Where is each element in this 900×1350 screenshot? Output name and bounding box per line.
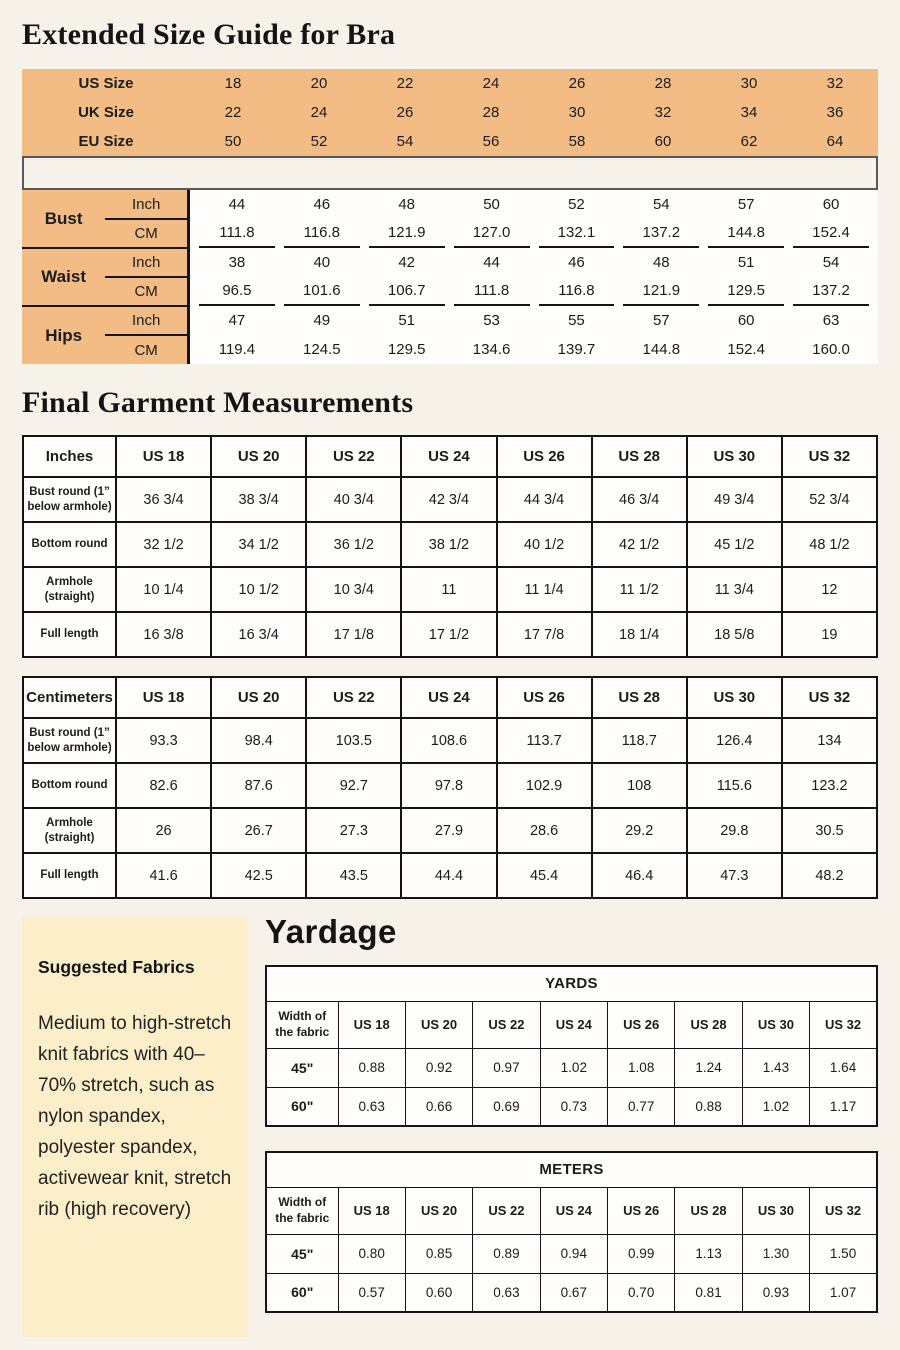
yardage-value-cell: 0.94 <box>540 1234 607 1273</box>
measure-value-inch: 57 <box>737 196 755 213</box>
garment-value-cell: 102.9 <box>497 763 592 808</box>
meters-table <box>265 1151 878 1313</box>
garment-value-cell: 44.4 <box>401 853 496 898</box>
garment-value-cell: 11 3/4 <box>687 567 782 612</box>
size-chart-value: 52 <box>310 133 328 150</box>
measure-value-inch: 50 <box>483 196 500 213</box>
measure-value-inch: 38 <box>228 254 246 271</box>
size-chart-value: 60 <box>654 133 672 150</box>
garment-row-label: Bust round (1” below armhole) <box>23 718 116 763</box>
garment-value-cell: 18 1/4 <box>592 612 687 657</box>
yardage-size-header: US 28 <box>675 1187 742 1234</box>
measure-value-inch: 60 <box>822 196 840 213</box>
measure-value-inch: 53 <box>483 312 500 329</box>
garment-measurements-inches-table <box>22 435 878 658</box>
yardage-value-cell: 1.43 <box>742 1048 809 1087</box>
measure-value-row <box>199 306 869 335</box>
measure-value-inch: 44 <box>228 196 246 213</box>
garment-value-cell: 45 1/2 <box>687 522 782 567</box>
garment-table-row <box>23 567 877 612</box>
size-chart-value: 32 <box>826 75 844 92</box>
garment-value-cell: 41.6 <box>116 853 211 898</box>
garment-value-cell: 48.2 <box>782 853 877 898</box>
measure-value-row <box>199 277 869 306</box>
measure-value-inch: 46 <box>313 196 331 213</box>
size-chart-value: 62 <box>740 133 758 150</box>
garment-size-header: US 18 <box>116 436 211 477</box>
measure-value-cm: 116.8 <box>284 219 360 248</box>
measure-value-cm: 111.8 <box>454 277 530 306</box>
size-chart-row <box>22 127 878 156</box>
yardage-value-cell: 1.02 <box>742 1087 809 1126</box>
size-chart-value: 24 <box>310 104 328 121</box>
yardage-value-cell: 0.92 <box>405 1048 472 1087</box>
garment-value-cell: 93.3 <box>116 718 211 763</box>
garment-value-cell: 92.7 <box>306 763 401 808</box>
garment-value-cell: 103.5 <box>306 718 401 763</box>
garment-value-cell: 49 3/4 <box>687 477 782 522</box>
yardage-size-header: US 28 <box>675 1001 742 1048</box>
garment-value-cell: 126.4 <box>687 718 782 763</box>
yardage-row-label: 45" <box>266 1234 338 1273</box>
body-measurements-labels <box>22 190 190 364</box>
yardage-table-title: METERS <box>266 1152 877 1187</box>
yardage-table-row <box>266 1087 877 1126</box>
garment-value-cell: 17 7/8 <box>497 612 592 657</box>
garment-value-cell: 82.6 <box>116 763 211 808</box>
yardage-value-cell: 0.97 <box>473 1048 540 1087</box>
garment-value-cell: 113.7 <box>497 718 592 763</box>
measure-value-cm: 137.2 <box>793 277 869 306</box>
measure-value-cm: 129.5 <box>708 277 784 306</box>
garment-value-cell: 27.9 <box>401 808 496 853</box>
garment-value-cell: 12 <box>782 567 877 612</box>
measure-value-inch: 51 <box>737 254 755 271</box>
size-chart-value: 22 <box>396 75 414 92</box>
measure-value-inch: 49 <box>313 312 331 329</box>
garment-value-cell: 36 1/2 <box>306 522 401 567</box>
measure-unit-cm: CM <box>105 277 188 306</box>
yardage-value-cell: 1.13 <box>675 1234 742 1273</box>
garment-value-cell: 16 3/8 <box>116 612 211 657</box>
garment-value-cell: 38 1/2 <box>401 522 496 567</box>
yardage-size-header: US 24 <box>540 1187 607 1234</box>
yardage-table-row <box>266 1234 877 1273</box>
measure-value-inch: 48 <box>398 196 416 213</box>
yardage-value-cell: 1.02 <box>540 1048 607 1087</box>
garment-row-label: Full length <box>23 612 116 657</box>
measure-unit-cm: CM <box>134 341 158 359</box>
garment-value-cell: 10 3/4 <box>306 567 401 612</box>
garment-value-cell: 18 5/8 <box>687 612 782 657</box>
garment-value-cell: 32 1/2 <box>116 522 211 567</box>
garment-value-cell: 52 3/4 <box>782 477 877 522</box>
body-measurements-section <box>22 190 878 364</box>
yardage-value-cell: 0.70 <box>608 1273 675 1312</box>
yardage-size-header: US 20 <box>405 1001 472 1048</box>
garment-value-cell: 42 3/4 <box>401 477 496 522</box>
garment-value-cell: 16 3/4 <box>211 612 306 657</box>
size-chart-value: 56 <box>482 133 500 150</box>
size-chart-value: 24 <box>482 75 500 92</box>
garment-value-cell: 40 1/2 <box>497 522 592 567</box>
page-title: Extended Size Guide for Bra <box>22 18 396 51</box>
garment-value-cell: 30.5 <box>782 808 877 853</box>
measure-group-label: Hips <box>45 325 83 345</box>
yardage-value-cell: 0.73 <box>540 1087 607 1126</box>
yardage-value-cell: 0.81 <box>675 1273 742 1312</box>
garment-value-cell: 45.4 <box>497 853 592 898</box>
measure-value-cm: 111.8 <box>199 219 275 248</box>
garment-size-header: US 32 <box>782 677 877 718</box>
measure-value-cm: 139.7 <box>557 341 596 358</box>
yardage-size-header: US 26 <box>608 1187 675 1234</box>
measure-unit-cm: CM <box>105 219 188 248</box>
garment-size-header: US 20 <box>211 436 306 477</box>
yardage-size-header: US 22 <box>473 1187 540 1234</box>
measure-group-label: Bust <box>22 190 105 248</box>
garment-value-cell: 108.6 <box>401 718 496 763</box>
yardage-value-cell: 0.60 <box>405 1273 472 1312</box>
garment-size-header: US 26 <box>497 677 592 718</box>
yardage-value-cell: 0.77 <box>608 1087 675 1126</box>
yardage-value-cell: 1.07 <box>810 1273 877 1312</box>
yardage-value-cell: 0.93 <box>742 1273 809 1312</box>
size-chart-row <box>22 69 878 98</box>
measure-value-cm: 152.4 <box>727 341 765 358</box>
measure-value-cm: 144.8 <box>642 341 681 358</box>
yardage-table-row <box>266 1273 877 1312</box>
measure-value-inch: 55 <box>568 312 585 329</box>
yardage-row-label: 45" <box>266 1048 338 1087</box>
garment-value-cell: 34 1/2 <box>211 522 306 567</box>
garment-value-cell: 87.6 <box>211 763 306 808</box>
yardage-value-cell: 1.64 <box>810 1048 877 1087</box>
garment-value-cell: 17 1/2 <box>401 612 496 657</box>
section-title-garment: Final Garment Measurements <box>22 386 414 419</box>
size-chart-row <box>22 98 878 127</box>
garment-value-cell: 98.4 <box>211 718 306 763</box>
measure-value-inch: 48 <box>652 254 670 271</box>
garment-table-row <box>23 763 877 808</box>
measure-value-cm: 134.6 <box>472 341 511 358</box>
garment-size-header: US 20 <box>211 677 306 718</box>
garment-table-row <box>23 612 877 657</box>
garment-value-cell: 29.2 <box>592 808 687 853</box>
yardage-size-header: US 26 <box>608 1001 675 1048</box>
measure-value-inch: 60 <box>737 312 755 329</box>
measure-value-inch: 44 <box>483 254 500 271</box>
yardage-width-header: Width of the fabric <box>266 1187 338 1234</box>
garment-row-label: Full length <box>23 853 116 898</box>
size-chart-value: 22 <box>224 104 242 121</box>
measure-value-cm: 101.6 <box>284 277 360 306</box>
garment-row-label: Armhole (straight) <box>23 567 116 612</box>
fabrics-body-text: Medium to high-stretch knit fabrics with 40–70% stretch, such as nylon spandex, polyester spandex, activewear knit, stretch rib (high recovery) <box>38 1013 232 1220</box>
size-chart-value: 26 <box>396 104 414 121</box>
garment-size-header: US 24 <box>401 436 496 477</box>
measure-value-cm: 106.7 <box>369 277 445 306</box>
yardage-size-header: US 24 <box>540 1001 607 1048</box>
measure-value-cm: 129.5 <box>387 341 426 358</box>
size-conversion-table <box>22 69 878 156</box>
garment-value-cell: 10 1/2 <box>211 567 306 612</box>
measure-value-cm: 160.0 <box>812 341 850 358</box>
yardage-size-header: US 32 <box>810 1187 877 1234</box>
yardage-value-cell: 1.30 <box>742 1234 809 1273</box>
yardage-size-header: US 18 <box>338 1001 405 1048</box>
yardage-value-cell: 0.88 <box>338 1048 405 1087</box>
size-chart-value: 36 <box>826 104 844 121</box>
empty-divider-bar <box>22 156 878 190</box>
garment-table-row <box>23 808 877 853</box>
garment-size-header: US 30 <box>687 677 782 718</box>
yardage-size-header: US 30 <box>742 1001 809 1048</box>
yardage-value-cell: 1.50 <box>810 1234 877 1273</box>
garment-size-header: US 30 <box>687 436 782 477</box>
section-title-yardage: Yardage <box>265 913 397 950</box>
garment-value-cell: 115.6 <box>687 763 782 808</box>
garment-value-cell: 42.5 <box>211 853 306 898</box>
yardage-value-cell: 0.63 <box>473 1273 540 1312</box>
garment-value-cell: 42 1/2 <box>592 522 687 567</box>
garment-value-cell: 27.3 <box>306 808 401 853</box>
yardage-section <box>265 913 878 1337</box>
garment-value-cell: 123.2 <box>782 763 877 808</box>
yardage-value-cell: 0.85 <box>405 1234 472 1273</box>
size-chart-value: 28 <box>482 104 500 121</box>
garment-value-cell: 47.3 <box>687 853 782 898</box>
measure-value-inch: 54 <box>822 254 840 271</box>
measure-group-label: Waist <box>22 248 105 306</box>
garment-value-cell: 134 <box>782 718 877 763</box>
garment-row-label: Bottom round <box>23 522 116 567</box>
garment-unit-header: Centimeters <box>23 677 116 718</box>
yardage-value-cell: 0.80 <box>338 1234 405 1273</box>
measure-value-cm: 144.8 <box>708 219 784 248</box>
measure-value-inch: 46 <box>568 254 585 271</box>
garment-size-header: US 18 <box>116 677 211 718</box>
yardage-value-cell: 0.88 <box>675 1087 742 1126</box>
garment-value-cell: 48 1/2 <box>782 522 877 567</box>
garment-value-cell: 38 3/4 <box>211 477 306 522</box>
yardage-value-cell: 0.66 <box>405 1087 472 1126</box>
garment-size-header: US 28 <box>592 436 687 477</box>
measure-value-row <box>199 219 869 248</box>
size-chart-row-label: EU Size <box>78 133 134 150</box>
measure-unit-inch: Inch <box>105 306 188 335</box>
garment-value-cell: 97.8 <box>401 763 496 808</box>
measure-unit-inch: Inch <box>105 248 188 277</box>
garment-unit-header: Inches <box>23 436 116 477</box>
measure-value-inch: 47 <box>228 312 246 329</box>
garment-size-header: US 22 <box>306 436 401 477</box>
garment-value-cell: 46.4 <box>592 853 687 898</box>
yardage-table-title: YARDS <box>266 966 877 1001</box>
garment-value-cell: 26.7 <box>211 808 306 853</box>
yardage-size-header: US 22 <box>473 1001 540 1048</box>
size-chart-value: 58 <box>568 133 586 150</box>
yardage-value-cell: 1.24 <box>675 1048 742 1087</box>
measure-value-inch: 54 <box>652 196 670 213</box>
measure-value-cm: 132.1 <box>539 219 615 248</box>
fabrics-heading: Suggested Fabrics <box>38 957 195 977</box>
garment-table-row <box>23 853 877 898</box>
measure-value-cm: 152.4 <box>793 219 869 248</box>
garment-value-cell: 108 <box>592 763 687 808</box>
yardage-row-label: 60" <box>266 1273 338 1312</box>
yardage-size-header: US 20 <box>405 1187 472 1234</box>
measure-value-row <box>199 335 869 364</box>
garment-value-cell: 29.8 <box>687 808 782 853</box>
body-measurements-values <box>190 190 878 364</box>
measure-value-cm: 127.0 <box>454 219 530 248</box>
yardage-table-row <box>266 1048 877 1087</box>
garment-value-cell: 10 1/4 <box>116 567 211 612</box>
garment-value-cell: 11 1/2 <box>592 567 687 612</box>
garment-value-cell: 28.6 <box>497 808 592 853</box>
garment-size-header: US 32 <box>782 436 877 477</box>
yardage-size-header: US 18 <box>338 1187 405 1234</box>
size-chart-value: 26 <box>568 75 586 92</box>
yardage-value-cell: 0.69 <box>473 1087 540 1126</box>
measure-value-inch: 57 <box>652 312 670 329</box>
measure-value-cm: 124.5 <box>303 341 341 358</box>
measure-value-cm: 121.9 <box>369 219 445 248</box>
garment-measurements-centimeters-table <box>22 676 878 899</box>
yardage-value-cell: 1.08 <box>608 1048 675 1087</box>
yardage-value-cell: 0.99 <box>608 1234 675 1273</box>
yardage-row-label: 60" <box>266 1087 338 1126</box>
garment-value-cell: 11 <box>401 567 496 612</box>
garment-table-row <box>23 522 877 567</box>
measure-value-cm: 119.4 <box>218 341 256 358</box>
measure-value-cm: 116.8 <box>539 277 615 306</box>
yardage-value-cell: 0.67 <box>540 1273 607 1312</box>
yardage-value-cell: 0.89 <box>473 1234 540 1273</box>
garment-size-header: US 22 <box>306 677 401 718</box>
size-chart-value: 30 <box>568 104 586 121</box>
yardage-width-header: Width of the fabric <box>266 1001 338 1048</box>
size-chart-value: 64 <box>826 133 844 150</box>
yardage-value-cell: 0.63 <box>338 1087 405 1126</box>
size-chart-value: 28 <box>654 75 672 92</box>
garment-row-label: Bottom round <box>23 763 116 808</box>
garment-row-label: Bust round (1” below armhole) <box>23 477 116 522</box>
size-chart-value: 30 <box>740 75 758 92</box>
measure-value-row <box>199 248 869 277</box>
garment-value-cell: 36 3/4 <box>116 477 211 522</box>
garment-value-cell: 19 <box>782 612 877 657</box>
garment-value-cell: 26 <box>116 808 211 853</box>
measure-value-inch: 63 <box>822 312 840 329</box>
garment-value-cell: 40 3/4 <box>306 477 401 522</box>
size-chart-row-label: US Size <box>78 75 134 92</box>
garment-value-cell: 11 1/4 <box>497 567 592 612</box>
size-chart-value: 50 <box>224 133 242 150</box>
garment-table-row <box>23 718 877 763</box>
measure-value-cm: 137.2 <box>623 219 699 248</box>
yardage-size-header: US 30 <box>742 1187 809 1234</box>
yardage-size-header: US 32 <box>810 1001 877 1048</box>
measure-value-cm: 96.5 <box>199 277 275 306</box>
size-chart-row-label: UK Size <box>78 104 134 121</box>
measure-unit-inch: Inch <box>105 190 188 219</box>
garment-table-row <box>23 477 877 522</box>
size-chart-value: 20 <box>310 75 328 92</box>
measure-value-cm: 121.9 <box>623 277 699 306</box>
garment-size-header: US 28 <box>592 677 687 718</box>
size-chart-value: 32 <box>654 104 672 121</box>
measure-value-inch: 52 <box>568 196 585 213</box>
bottom-section <box>22 913 878 1337</box>
measure-value-row <box>199 190 869 219</box>
size-chart-value: 54 <box>396 133 414 150</box>
garment-size-header: US 24 <box>401 677 496 718</box>
suggested-fabrics-panel <box>22 917 248 1337</box>
garment-value-cell: 118.7 <box>592 718 687 763</box>
measure-value-inch: 40 <box>313 254 331 271</box>
garment-size-header: US 26 <box>497 436 592 477</box>
garment-row-label: Armhole (straight) <box>23 808 116 853</box>
measure-value-inch: 42 <box>398 254 416 271</box>
size-chart-value: 18 <box>224 75 242 92</box>
garment-value-cell: 46 3/4 <box>592 477 687 522</box>
garment-value-cell: 43.5 <box>306 853 401 898</box>
yardage-value-cell: 0.57 <box>338 1273 405 1312</box>
size-chart-value: 34 <box>740 104 758 121</box>
measure-value-inch: 51 <box>398 312 416 329</box>
yardage-value-cell: 1.17 <box>810 1087 877 1126</box>
yards-table <box>265 965 878 1127</box>
garment-value-cell: 17 1/8 <box>306 612 401 657</box>
garment-value-cell: 44 3/4 <box>497 477 592 522</box>
